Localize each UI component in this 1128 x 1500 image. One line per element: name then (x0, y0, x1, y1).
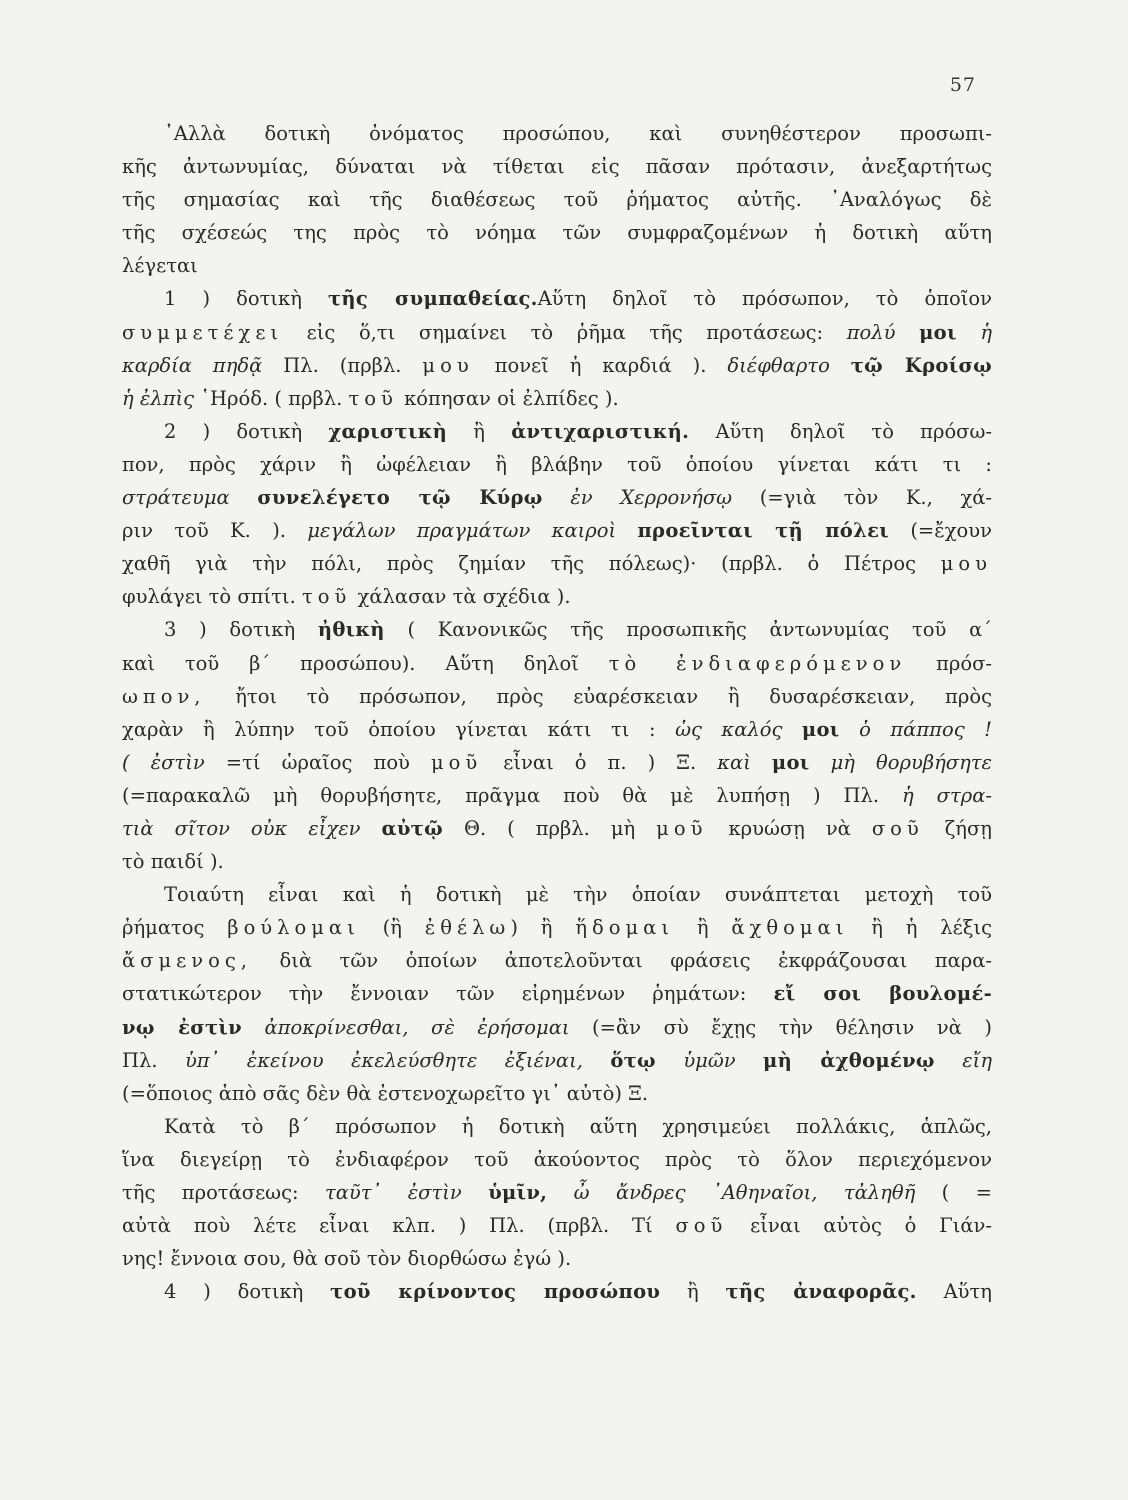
spaced-term: ἄσμενος, (122, 949, 252, 973)
text-segment: καὶ τοῦ β΄ προσώπου). Αὕτη δηλοῖ (122, 651, 609, 675)
text-segment (230, 486, 258, 509)
text-segment: Αὕτη (916, 1280, 992, 1304)
text-line (122, 1275, 992, 1308)
spaced-term: σοῦ (871, 816, 924, 840)
text-segment: διὰ τῶν ὁποίων ἀποτελοῦνται φράσεις ἐκφράζουσαι παρα- (251, 949, 992, 973)
text-segment: Πλ. (πρβλ. (262, 353, 423, 377)
bold-term: προεῖνται τῇ πόλει (637, 519, 889, 543)
text-segment: κόπησαν οἱ ἐλπίδες ). (397, 386, 619, 410)
text-segment: χαθῆ γιὰ τὴν πόλι, πρὸς ζημίαν τῆς πόλεως)· (πρβλ. ὁ Πέτρος (122, 552, 941, 576)
text-segment: ζήσῃ (923, 816, 992, 840)
italic-quote: διέφθαρτο (727, 353, 830, 377)
text-line (122, 613, 992, 646)
bold-term: τῷ Κροίσῳ (850, 353, 992, 377)
spaced-term: σοῦ (675, 1214, 728, 1238)
text-line (122, 845, 992, 878)
text-line (122, 580, 992, 613)
spaced-term: τοῦ (348, 386, 398, 410)
text-segment: κῆς ἀντωνυμίας, δύναται νὰ τίθεται εἰς πᾶσαν πρότασιν, ἀνεξαρτήτως (122, 155, 992, 179)
text-segment: Αὕτη δηλοῖ τὸ πρόσω- (689, 419, 992, 443)
bold-term: μοι (919, 320, 957, 344)
text-segment: χαρὰν ἢ λύπην τοῦ ὁποίου γίνεται κάτι τι : (122, 717, 676, 741)
bold-term: ἀντιχαριστική. (511, 419, 690, 443)
text-segment: ῥήματος (122, 916, 228, 940)
text-line (122, 647, 992, 680)
bold-term: τοῦ κρίνοντος προσώπου (330, 1280, 661, 1304)
text-line (122, 878, 992, 911)
text-segment (361, 817, 382, 840)
text-segment (782, 718, 802, 741)
italic-quote: ὑπ᾿ ἐκείνου ἐκελεύσθητε ἐξιέναι, (184, 1048, 583, 1072)
text-line (122, 1176, 992, 1209)
spaced-term: μοῦ (656, 816, 708, 840)
italic-quote: ἡ (956, 320, 993, 344)
text-line (122, 1242, 992, 1275)
text-segment: =τί ὡραῖος ποὺ (204, 750, 431, 774)
text-segment: (ἢ (359, 916, 425, 940)
italic-quote: εἴη (962, 1048, 992, 1072)
text-segment: τῆς προτάσεως: (122, 1181, 325, 1204)
text-segment: ἢ ἡ λέξις (848, 916, 993, 940)
text-line (122, 1209, 992, 1242)
bold-term: μὴ ἀχθομένῳ (763, 1048, 935, 1072)
text-segment (895, 321, 919, 344)
spaced-term: βούλομαι (227, 916, 360, 940)
text-segment: ριν τοῦ Κ. ). (122, 519, 308, 543)
text-line (122, 680, 992, 713)
spaced-term: τοῦ (301, 585, 352, 609)
italic-quote: ὡς καλός (675, 717, 783, 741)
text-line (122, 117, 992, 150)
bold-term: τῆς συμπαθείας. (327, 287, 538, 311)
italic-quote: καρδία πηδᾷ (122, 353, 263, 377)
text-segment: Κατὰ τὸ β΄ πρόσωπον ἡ δοτικὴ αὕτη χρησιμεύει πολλάκις, ἁπλῶς, (164, 1114, 992, 1138)
bold-term: μοι (801, 717, 840, 741)
bold-term: ὑμῖν, (488, 1181, 548, 1204)
text-segment: εἶναι αὐτὸς ὁ Γιάν- (727, 1214, 992, 1238)
text-line (122, 1077, 992, 1110)
text-segment: Πλ. (122, 1048, 185, 1072)
spaced-term: τὸ ἐνδιαφερόμενον (608, 651, 907, 675)
text-segment: (=ὅποιος ἀπὸ σᾶς δὲν θὰ ἐστενοχωρεῖτο γι᾿ αὐτὸ) Ξ. (122, 1081, 649, 1105)
text-segment: ἢ (447, 419, 512, 443)
text-line (122, 713, 992, 746)
text-line (122, 282, 992, 315)
spaced-term: μου (940, 552, 992, 576)
bold-term: μοι (771, 750, 810, 774)
text-segment (462, 1181, 488, 1204)
text-segment: 1 ) δοτικὴ (164, 287, 328, 311)
text-line (122, 382, 992, 415)
text-line (122, 547, 992, 580)
text-segment: τῆς σημασίας καὶ τῆς διαθέσεως τοῦ ῥήματος αὐτῆς. ᾿Αναλόγως δὲ (122, 188, 992, 212)
text-segment: 2 ) δοτικὴ (164, 419, 329, 443)
italic-quote: ἡ ἐλπὶς (122, 386, 195, 410)
body-text (122, 117, 992, 1308)
text-segment: εἶναι ὁ π. ) Ξ. (482, 750, 718, 774)
text-segment (583, 1049, 610, 1072)
text-line (122, 415, 992, 448)
text-segment: εἰς ὅ,τι σημαίνει τὸ ῥῆμα τῆς προτάσεως: (283, 320, 847, 344)
text-segment: φυλάγει τὸ σπίτι. (122, 585, 302, 609)
text-segment (736, 1049, 763, 1072)
text-segment (751, 751, 772, 774)
bold-term: συνελέγετο τῷ Κύρῳ (257, 486, 543, 510)
italic-quote: ὦ ἄνδρες ᾿Αθηναῖοι, τἀληθῆ (573, 1181, 916, 1204)
text-line (122, 812, 992, 845)
bold-term: ἠθικὴ (317, 618, 385, 642)
italic-quote: ὁ πάππος ! (859, 717, 992, 741)
text-segment: 4 ) δοτικὴ (164, 1280, 331, 1304)
bold-term: εἴ σοι βουλομέ- (773, 982, 992, 1006)
text-segment: χάλασαν τὰ σχέδια ). (351, 585, 571, 609)
text-segment: ᾿Αλλὰ δοτικὴ ὀνόματος προσώπου, καὶ συνηθέστερον προσωπι- (164, 122, 992, 145)
bold-term: τῆς ἀναφορᾶς. (725, 1280, 917, 1304)
text-line (122, 183, 992, 216)
spaced-term: συμμετέχει (122, 320, 284, 344)
text-segment (840, 718, 860, 741)
text-segment (830, 354, 851, 377)
text-line (122, 1143, 992, 1176)
text-segment: τὸ παιδί ). (122, 850, 224, 874)
text-segment: (=γιὰ τὸν Κ., χά- (732, 486, 993, 510)
text-segment: ῾Ηρόδ. ( πρβλ. (194, 386, 349, 410)
text-segment: πρόσ- (906, 651, 992, 675)
text-line (122, 249, 992, 282)
text-segment: στατικώτερον τὴν ἔννοιαν τῶν εἰρημένων ῥημάτων: (122, 982, 774, 1006)
text-segment (543, 486, 571, 509)
italic-quote: ( ἐστὶν (122, 750, 205, 774)
text-line (122, 481, 992, 514)
text-line (122, 779, 992, 812)
italic-quote: πολύ (846, 320, 896, 344)
text-line (122, 1110, 992, 1143)
text-segment (810, 751, 831, 774)
text-segment: πονεῖ ἡ καρδιά ). (473, 353, 728, 377)
text-segment: αὐτὰ ποὺ λέτε εἶναι κλπ. ) Πλ. (πρβλ. Τί (122, 1214, 676, 1238)
italic-quote: τιὰ σῖτον οὐκ εἶχεν (122, 816, 361, 840)
text-segment: ἵνα διεγείρῃ τὸ ἐνδιαφέρον τοῦ ἀκούοντος πρὸς τὸ ὅλον περιεχόμενον (122, 1147, 992, 1171)
page-number: 57 (949, 74, 976, 96)
italic-quote: καὶ (717, 750, 751, 774)
text-segment: (=ἂν σὺ ἔχῃς τὴν θέλησιν νὰ ) (569, 1015, 992, 1039)
text-segment: (=ἔχουν (888, 519, 993, 543)
text-segment: λέγεται (122, 254, 198, 278)
text-line (122, 514, 992, 547)
italic-quote: μὴ θορυβήσητε (830, 750, 993, 774)
spaced-term: μου (422, 353, 474, 377)
text-segment: Θ. ( πρβλ. μὴ (442, 816, 657, 840)
spaced-term: ἄχθομαι (731, 916, 849, 940)
text-segment: πον, πρὸς χάριν ἢ ὠφέλειαν ἢ βλάβην τοῦ ὁποίου γίνεται κάτι τι : (122, 452, 992, 476)
spaced-term: μοῦ (430, 750, 483, 774)
text-segment: ἢ (674, 916, 732, 940)
bold-term: ὅτῳ (610, 1048, 656, 1072)
text-line (122, 977, 992, 1010)
text-segment: Τοιαύτη εἶναι καὶ ἡ δοτικὴ μὲ τὴν ὁποίαν συνάπτεται μετοχὴ τοῦ (164, 883, 992, 907)
spaced-term: ἥδομαι (575, 916, 674, 940)
italic-quote: ἐν Χερρονήσῳ (570, 486, 733, 510)
text-segment: ἢ (660, 1280, 726, 1304)
text-segment (935, 1049, 962, 1072)
text-segment: τῆς σχέσεώς της πρὸς τὸ νόημα τῶν συμφραζομένων ἡ δοτικὴ αὕτη (122, 221, 992, 245)
text-line (122, 448, 992, 481)
text-line (122, 150, 992, 183)
text-line (122, 1011, 992, 1044)
text-line (122, 944, 992, 977)
text-segment: ) ἢ (510, 916, 576, 940)
text-segment: ἤτοι τὸ πρόσωπον, πρὸς εὐαρέσκειαν ἢ δυσαρέσκειαν, πρὸς (205, 684, 992, 708)
text-segment: νης! ἔννοια σου, θὰ σοῦ τὸν διορθώσω ἐγώ ). (122, 1247, 572, 1271)
italic-quote: μεγάλων πραγμάτων καιροὶ (307, 519, 617, 543)
bold-term: αὐτῷ (381, 816, 443, 840)
text-line (122, 216, 992, 249)
text-segment: κρυώσῃ νὰ (707, 816, 872, 840)
text-segment: ( = (915, 1181, 993, 1204)
text-line (122, 746, 992, 779)
bold-term: νῳ ἐστὶν (122, 1015, 242, 1039)
bold-term: χαριστικὴ (328, 419, 448, 443)
text-segment (616, 519, 637, 542)
text-segment: Αὕτη δηλοῖ τὸ πρόσωπον, τὸ ὁποῖον (537, 287, 992, 311)
italic-quote: στράτευμα (122, 486, 230, 510)
italic-quote: ἡ στρα- (902, 783, 992, 807)
text-segment: (=παρακαλῶ μὴ θορυβήσητε, πρᾶγμα ποὺ θὰ μὲ λυπήσῃ ) Πλ. (122, 783, 903, 807)
spaced-term: ωπον, (122, 684, 206, 708)
text-line (122, 316, 992, 349)
text-segment (656, 1049, 683, 1072)
text-segment (547, 1181, 573, 1204)
text-segment: 3 ) δοτικὴ (164, 618, 318, 642)
spaced-term: ἐθέλω (424, 916, 511, 940)
text-line (122, 349, 992, 382)
text-line (122, 911, 992, 944)
italic-quote: ταῦτ᾿ ἐστὶν (324, 1181, 462, 1204)
text-segment (242, 1016, 265, 1039)
italic-quote: ἀποκρίνεσθαι, σὲ ἐρήσομαι (264, 1015, 570, 1039)
text-line (122, 1044, 992, 1077)
italic-quote: ὑμῶν (683, 1048, 736, 1072)
text-segment: ( Κανονικῶς τῆς προσωπικῆς ἀντωνυμίας τοῦ α΄ (384, 618, 992, 642)
